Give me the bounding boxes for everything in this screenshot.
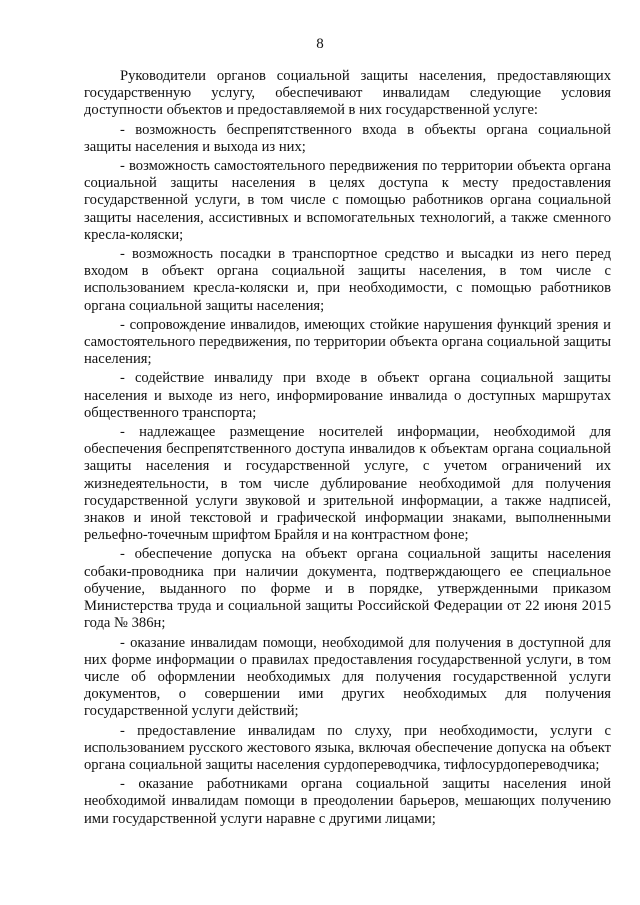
document-body	[84, 68, 611, 828]
list-item-transport-boarding: - возможность посадки в транспортное средство и высадки из него перед входом в объект органа социальной защиты населения, в том числе с использованием кресла-коляски и, при необходимости, с помощью работников органа социальной защиты населения;	[84, 246, 611, 314]
list-item-independent-movement: - возможность самостоятельного передвижения по территории объекта органа социальной защиты населения в целях доступа к месту предоставления государственной услуги, в том числе с помощью работников органа социальной защиты населения, ассистивных и вспомогательных технологий, а также сменного кресла-коляски;	[84, 158, 611, 243]
list-item-entry-assistance: - содействие инвалиду при входе в объект органа социальной защиты населения и выходе из него, информирование инвалида о доступных маршрутах общественного транспорта;	[84, 370, 611, 421]
list-item-barrier-help: - оказание работниками органа социальной защиты населения иной необходимой инвалидам помощи в преодолении барьеров, мешающих получению ими государственной услуги наравне с другими лицами;	[84, 776, 611, 827]
list-item-information-placement: - надлежащее размещение носителей информации, необходимой для обеспечения беспрепятственного доступа инвалидов к объектам органа социальной защиты населения и государственной услуге, с учетом ограничений их жизнедеятельности, в том числе дублирование необходимой для получения государственной услуги звуковой и зрительной информации, а также надписей, знаков и иной текстовой и графической информации знаками, выполненными рельефно-точечным шрифтом Брайля и на контрастном фоне;	[84, 424, 611, 544]
page-number: 8	[316, 36, 324, 52]
list-item-sign-language: - предоставление инвалидам по слуху, при необходимости, услуги с использованием русского жестового языка, включая обеспечение допуска на объект органа социальной защиты населения сурдопереводчика, тифлосурдопереводчика;	[84, 722, 611, 773]
list-item-entrance-access: - возможность беспрепятственного входа в объекты органа социальной защиты населения и выхода из них;	[84, 121, 611, 155]
list-item-escort: - сопровождение инвалидов, имеющих стойкие нарушения функций зрения и самостоятельного передвижения, по территории объекта органа социальной защиты населения;	[84, 316, 611, 368]
list-item-guide-dog: - обеспечение допуска на объект органа социальной защиты населения собаки-проводника при наличии документа, подтверждающего ее специальное обучение, выданного по форме и в порядке, утвержденными приказом Министерства труда и социальной защиты Российской Федерации от 22 июня 2015 года № 386н;	[84, 546, 611, 632]
intro-paragraph: Руководители органов социальной защиты населения, предоставляющих государственную услугу, обеспечивают инвалидам следующие условия доступности объектов и предоставляемой в них государственной услуге:	[84, 68, 611, 119]
list-item-information-help: - оказание инвалидам помощи, необходимой для получения в доступной для них форме информации о правилах предоставления государственной услуги, в том числе об оформлении необходимых для получения государственной услуги документов, о совершении ими других необходимых для получения государственной услуги действий;	[84, 634, 611, 720]
